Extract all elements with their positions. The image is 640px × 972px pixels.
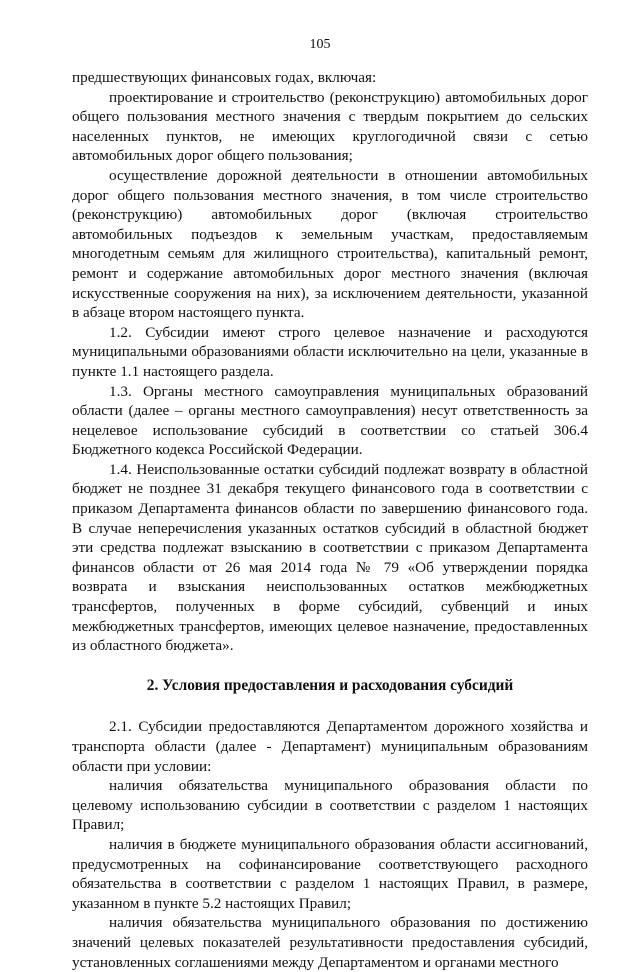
- paragraph-condition-indicators: наличия обязательства муниципального образования по достижению значений целевых показателей результативности предоставления субсидий, установленных соглашениями между Департаментом и органами местного: [72, 914, 588, 971]
- document-body: [72, 68, 588, 972]
- paragraph-condition-budget: наличия в бюджете муниципального образования области ассигнований, предусмотренных на софинансирование соответствующего расходного обязательства в соответствии с разделом 1 настоящих Правил, в размере, указанном в пункте 5.2 настоящих Правил;: [72, 835, 588, 912]
- paragraph-continuation: предшествующих финансовых годах, включая:: [72, 69, 377, 86]
- page-number: 105: [309, 37, 331, 52]
- section-heading: 2. Условия предоставления и расходования субсидий: [146, 676, 514, 694]
- paragraph-road-design: проектирование и строительство (реконструкцию) автомобильных дорог общего пользования местного значения с твердым покрытием до сельских населенных пунктов, не имеющих круглогодичной связи с сетью автомобильных дорог общего пользования;: [72, 88, 588, 165]
- paragraph-1-3: 1.3. Органы местного самоуправления муниципальных образований области (далее – органы местного самоуправления) несут ответственность за нецелевое использование субсидий в соответствии со статьей 306.4 Бюджетного кодекса Российской Федерации.: [72, 382, 588, 459]
- paragraph-1-4: 1.4. Неиспользованные остатки субсидий подлежат возврату в областной бюджет не позднее 31 декабря текущего финансового года в соответствии с приказом Департамента финансов области по завершению финансового года. В случае неперечисления указанных остатков субсидий в областной бюджет эти средства подлежат взысканию в соответствии с приказом Департамента финансов области от 26 мая 2014 года № 79 «Об утверждении порядка возврата и взыскания неиспользованных остатков межбюджетных трансфертов, полученных в форме субсидий, субвенций и иных межбюджетных трансфертов, имеющих целевое назначение, предоставленных из областного бюджета».: [72, 460, 588, 655]
- paragraph-road-activity: осуществление дорожной деятельности в отношении автомобильных дорог общего пользования местного значения, в том числе строительство (реконструкцию) автомобильных дорог (включая строительство автомобильных подъездов к земельным участкам, предоставляемым многодетным семьям для жилищного строительства), капитальный ремонт, ремонт и содержание автомобильных дорог местного значения (включая искусственные сооружения на них), за исключением деятельности, указанной в абзаце втором настоящего пункта.: [72, 166, 588, 322]
- paragraph-2-1: 2.1. Субсидии предоставляются Департаментом дорожного хозяйства и транспорта области (далее - Департамент) муниципальным образованиям области при условии:: [72, 718, 588, 775]
- paragraph-condition-obligation: наличия обязательства муниципального образования области по целевому использованию субсидии в соответствии с разделом 1 настоящих Правил;: [72, 777, 588, 834]
- paragraph-1-2: 1.2. Субсидии имеют строго целевое назначение и расходуются муниципальными образованиями области исключительно на цели, указанные в пункте 1.1 настоящего раздела.: [72, 323, 588, 380]
